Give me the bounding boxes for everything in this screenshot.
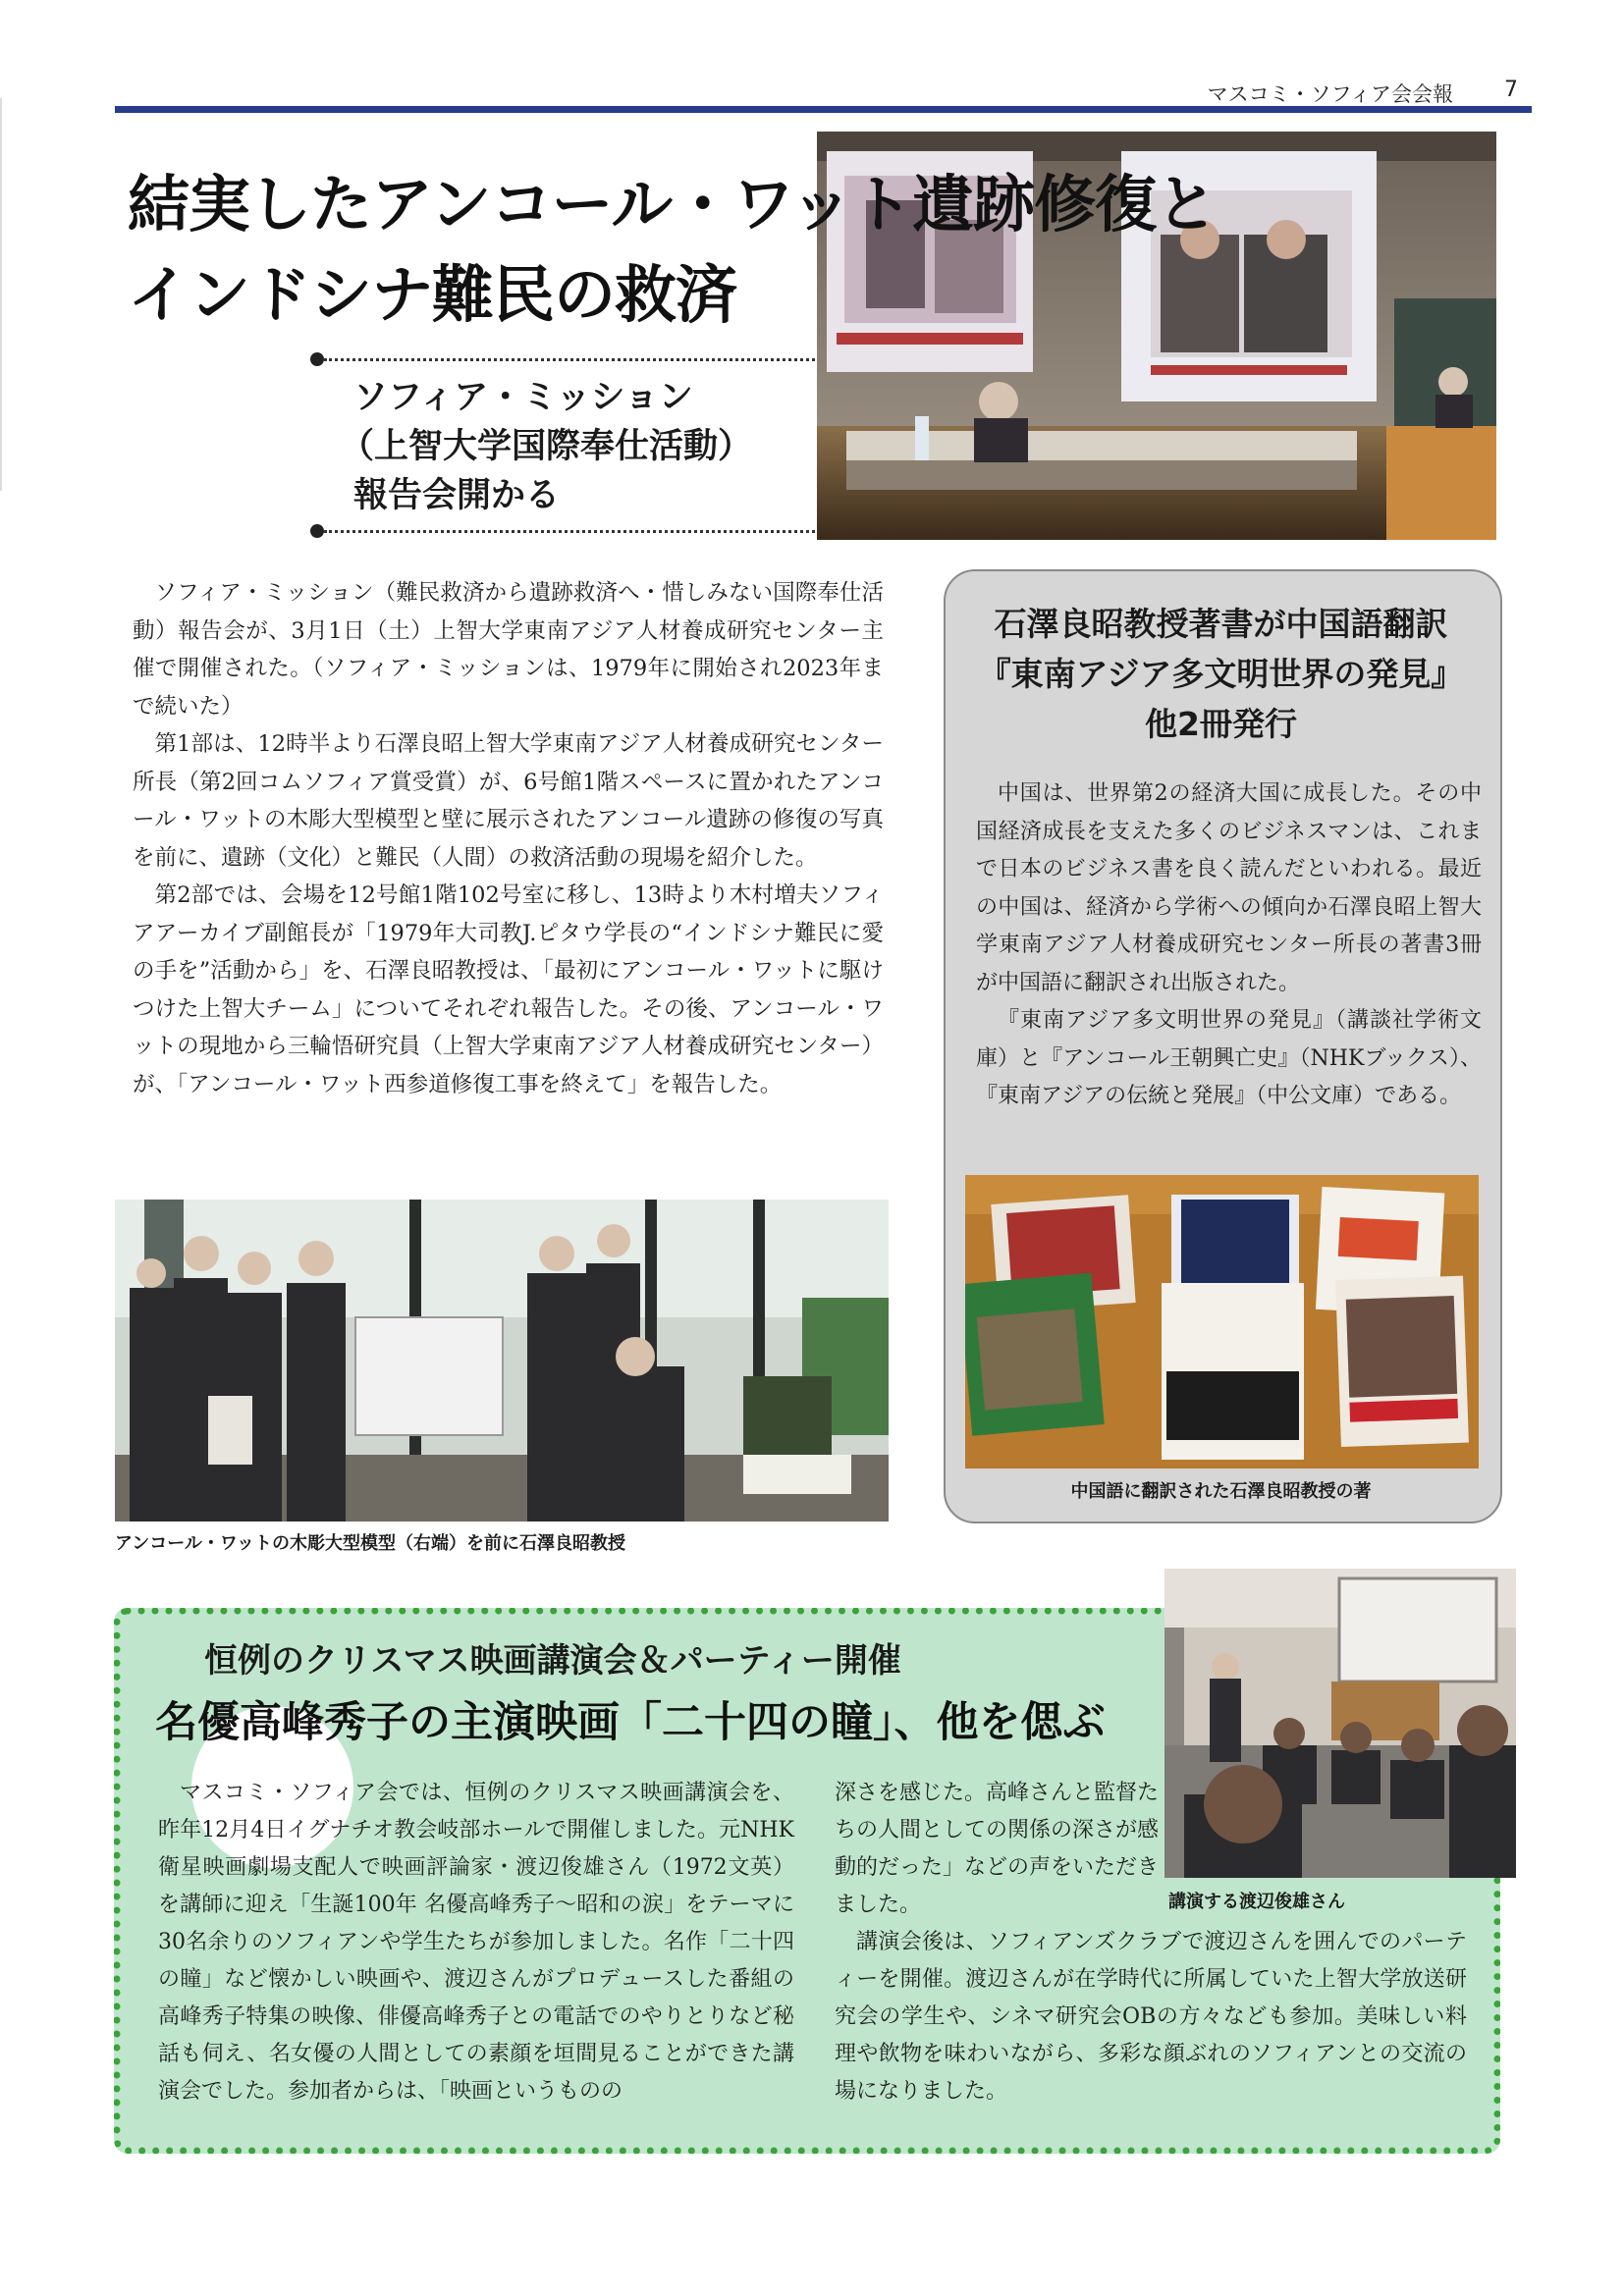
page-edge-line: [0, 98, 2, 491]
main-article-title: [128, 159, 1267, 340]
translation-title-line-3: 他2冊発行: [1145, 705, 1297, 743]
translation-paragraph-2: 『東南アジア多文明世界の発見』（講談社学術文庫）と『アンコール王朝興亡史』（NHKブックス）、『東南アジアの伝統と発展』（中公文庫）である。: [976, 1008, 1482, 1108]
subtitle-bullet-top: [310, 352, 324, 366]
subtitle-dotted-line-top: [324, 358, 815, 361]
translation-news-body: [976, 775, 1482, 1116]
translation-title-line-2: 『東南アジア多文明世界の発見』: [978, 655, 1464, 693]
speaker-photo-caption: 講演する渡辺俊雄さん: [1168, 1892, 1345, 1912]
main-article-body: [133, 574, 884, 1103]
translation-title-line-1: 石澤良昭教授著書が中国語翻訳: [994, 605, 1448, 643]
speaker-photo-image: [1164, 1569, 1516, 1878]
subtitle-line-3: 報告会開かる: [353, 476, 561, 515]
page-number: 7: [1504, 78, 1518, 102]
main-article-paragraph-1: ソフィア・ミッション（難民救済から遺跡救済へ・惜しみない国際奉仕活動）報告会が、3月1日（土）上智大学東南アジア人材養成研究センター主催で開催された。（ソフィア・ミッションは、1979年に開始され2023年まで続いた）: [133, 580, 884, 720]
header-rule: [115, 106, 1532, 113]
angkor-model-photo-image: [115, 1200, 889, 1522]
main-title-line-2: インドシナ難民の救済: [128, 258, 736, 331]
subtitle-line-1: ソフィア・ミッション: [353, 378, 693, 417]
translated-books-photo-image: [965, 1175, 1479, 1468]
translation-paragraph-1: 中国は、世界第2の経済大国に成長した。その中国経済成長を支えた多くのビジネスマンは、これまで日本のビジネス書を良く読んだといわれる。最近の中国は、経済から学術への傾向か石澤良昭上智大学東南アジア人材養成研究センター所長の著書3冊が中国語に翻訳され出版された。: [976, 781, 1482, 995]
translated-books-photo: [965, 1175, 1479, 1468]
christmas-paragraph-2: 深さを感じた。高峰さんと監督たちの人間としての関係の深さが感動的だった」などの声をいただきました。: [835, 1781, 1160, 1917]
main-title-line-1: 結実したアンコール・ワット遺跡修復と: [128, 168, 1218, 240]
main-article-subtitle: [340, 373, 825, 520]
translated-books-caption: 中国語に翻訳された石澤良昭教授の著: [1070, 1481, 1372, 1502]
main-article-paragraph-3: 第2部では、会場を12号館1階102号室に移し、13時より木村増夫ソフィアアーカイブ副館長が「1979年大司教J.ピタウ学長の“インドシナ難民に愛の手を”活動から」を、石澤良昭教授は、「最初にアンコール・ワットに駆けつけた上智大チーム」についてそれぞれ報告した。その後、アンコール・ワットの現地から三輪悟研究員（上智大学東南アジア人材養成研究センター）が、「アンコール・ワット西参道修復工事を終えて」を報告した。: [133, 882, 884, 1097]
subtitle-line-2: （上智大学国際奉仕活動）: [340, 427, 753, 466]
publication-name: マスコミ・ソフィア会会報: [1207, 82, 1453, 106]
christmas-paragraph-3: 講演会後は、ソフィアンズクラブで渡辺さんを囲んでのパーティーを開催。渡辺さんが在学時代に所属していた上智大学放送研究会の学生や、シネマ研究会OBの方々なども参加。美味しい料理や飲物を味わいながら、多彩な顔ぶれのソフィアンとの交流の場になりました。: [835, 1930, 1467, 2104]
angkor-model-photo: [115, 1200, 889, 1522]
translation-news-title: [944, 599, 1498, 749]
christmas-paragraph-1: マスコミ・ソフィア会では、恒例のクリスマス映画講演会を、昨年12月4日イグナチオ教会岐部ホールで開催しました。元NHK衛星映画劇場支配人で映画評論家・渡辺俊雄さん（1972文英）を講師に迎え「生誕100年 名優高峰秀子～昭和の涙」をテーマに30名余りのソフィアンや学生たちが参加しました。名作「二十四の瞳」など懐かしい映画や、渡辺さんがプロデュースした番組の高峰秀子特集の映像、俳優高峰秀子との電話でのやりとりなど秘話も伺え、名女優の人間としての素顔を垣間見ることができた講演会でした。参加者からは、「映画というものの: [158, 1781, 794, 2104]
subtitle-dotted-line-bottom: [324, 530, 815, 533]
angkor-model-photo-caption: アンコール・ワットの木彫大型模型（右端）を前に石澤良昭教授: [115, 1533, 626, 1554]
christmas-event-subtitle: 恒例のクリスマス映画講演会＆パーティー開催: [204, 1641, 901, 1681]
christmas-event-body-left: [158, 1775, 794, 2110]
speaker-photo: [1164, 1569, 1516, 1878]
main-article-paragraph-2: 第1部は、12時半より石澤良昭上智大学東南アジア人材養成研究センター所長（第2回コムソフィア賞受賞）が、6号館1階スペースに置かれたアンコール・ワットの木彫大型模型と壁に展示されたアンコール遺跡の修復の写真を前に、遺跡（文化）と難民（人間）の救済活動の現場を紹介した。: [133, 731, 884, 871]
christmas-event-title: 名優高峰秀子の主演映画「二十四の瞳」、他を偲ぶ: [155, 1698, 1106, 1747]
subtitle-bullet-bottom: [310, 524, 324, 538]
